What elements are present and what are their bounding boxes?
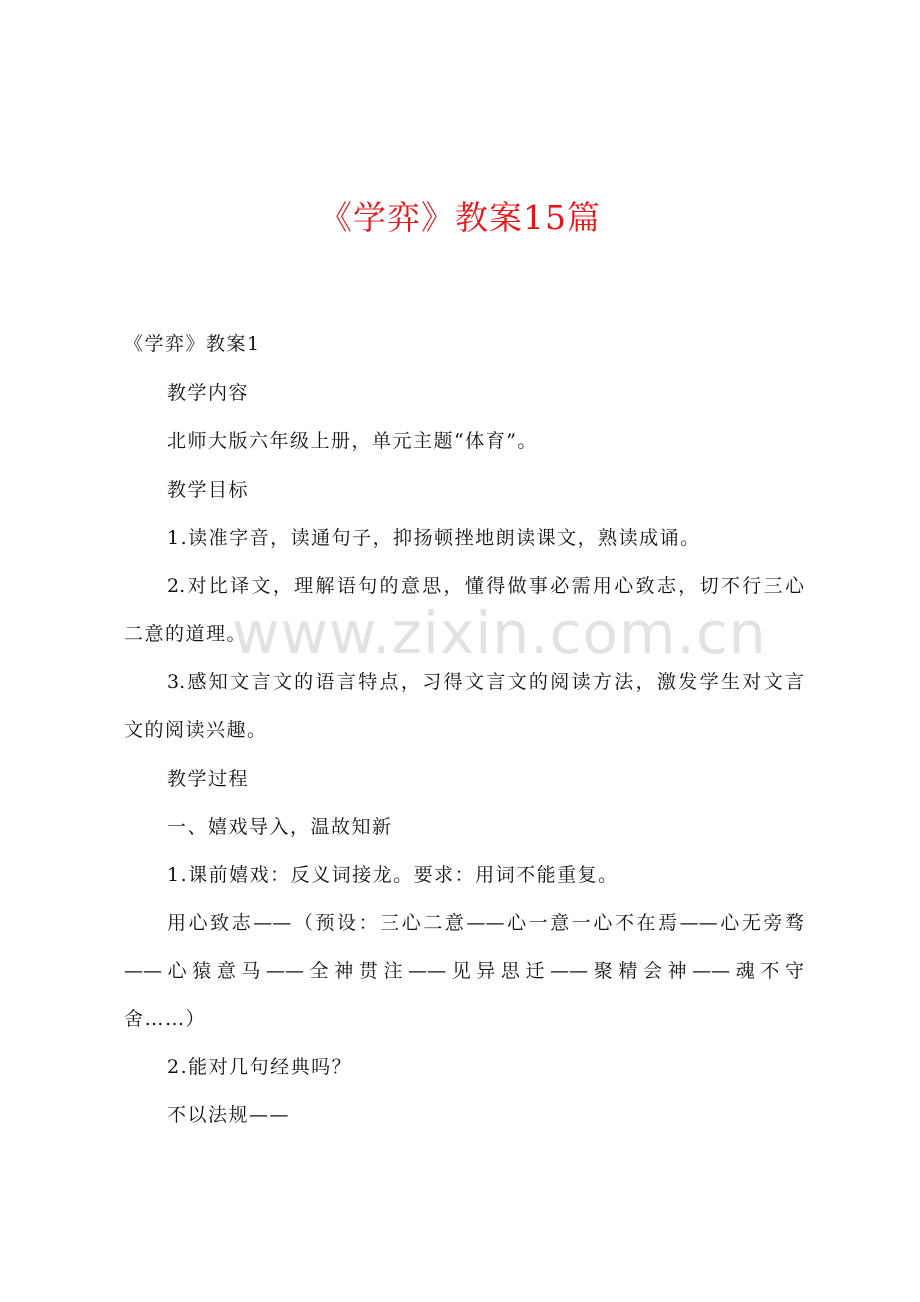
paragraph-line: 舍……）: [124, 1008, 207, 1030]
paragraph-line: 北师大版六年级上册，单元主题“体育”。: [167, 430, 538, 452]
watermark: www.zixin.com.cn: [232, 599, 767, 667]
paragraph-line: 用心致志——（预设：三心二意——心一意一心不在焉——心无旁骛: [167, 912, 804, 934]
paragraph-line: 不以法规——: [167, 1104, 291, 1126]
paragraph-line: 2.对比译文，理解语句的意思，懂得做事必需用心致志，切不行三心: [167, 575, 804, 597]
paragraph-line: 2.能对几句经典吗？: [167, 1056, 353, 1078]
section-heading: 《学弈》教案1: [124, 333, 261, 355]
paragraph-line: 1.读准字音，读通句子，抑扬顿挫地朗读课文，熟读成诵。: [167, 527, 701, 549]
paragraph-line: 1.课前嬉戏：反义词接龙。要求：用词不能重复。: [167, 864, 619, 886]
paragraph-line: 教学内容: [167, 382, 250, 404]
paragraph-line: 文的阅读兴趣。: [124, 719, 268, 741]
paragraph-line: 教学过程: [167, 768, 250, 790]
paragraph-line: 二意的道理。: [124, 623, 248, 645]
paragraph-line: ——心猿意马——全神贯注——见异思迁——聚精会神——魂不守: [124, 960, 804, 982]
document-title: 《学弈》教案15篇: [319, 198, 601, 237]
paragraph-line: 3.感知文言文的语言特点，习得文言文的阅读方法，激发学生对文言: [167, 671, 804, 693]
paragraph-line: 教学目标: [167, 479, 250, 501]
paragraph-line: 一、嬉戏导入，温故知新: [167, 816, 393, 838]
